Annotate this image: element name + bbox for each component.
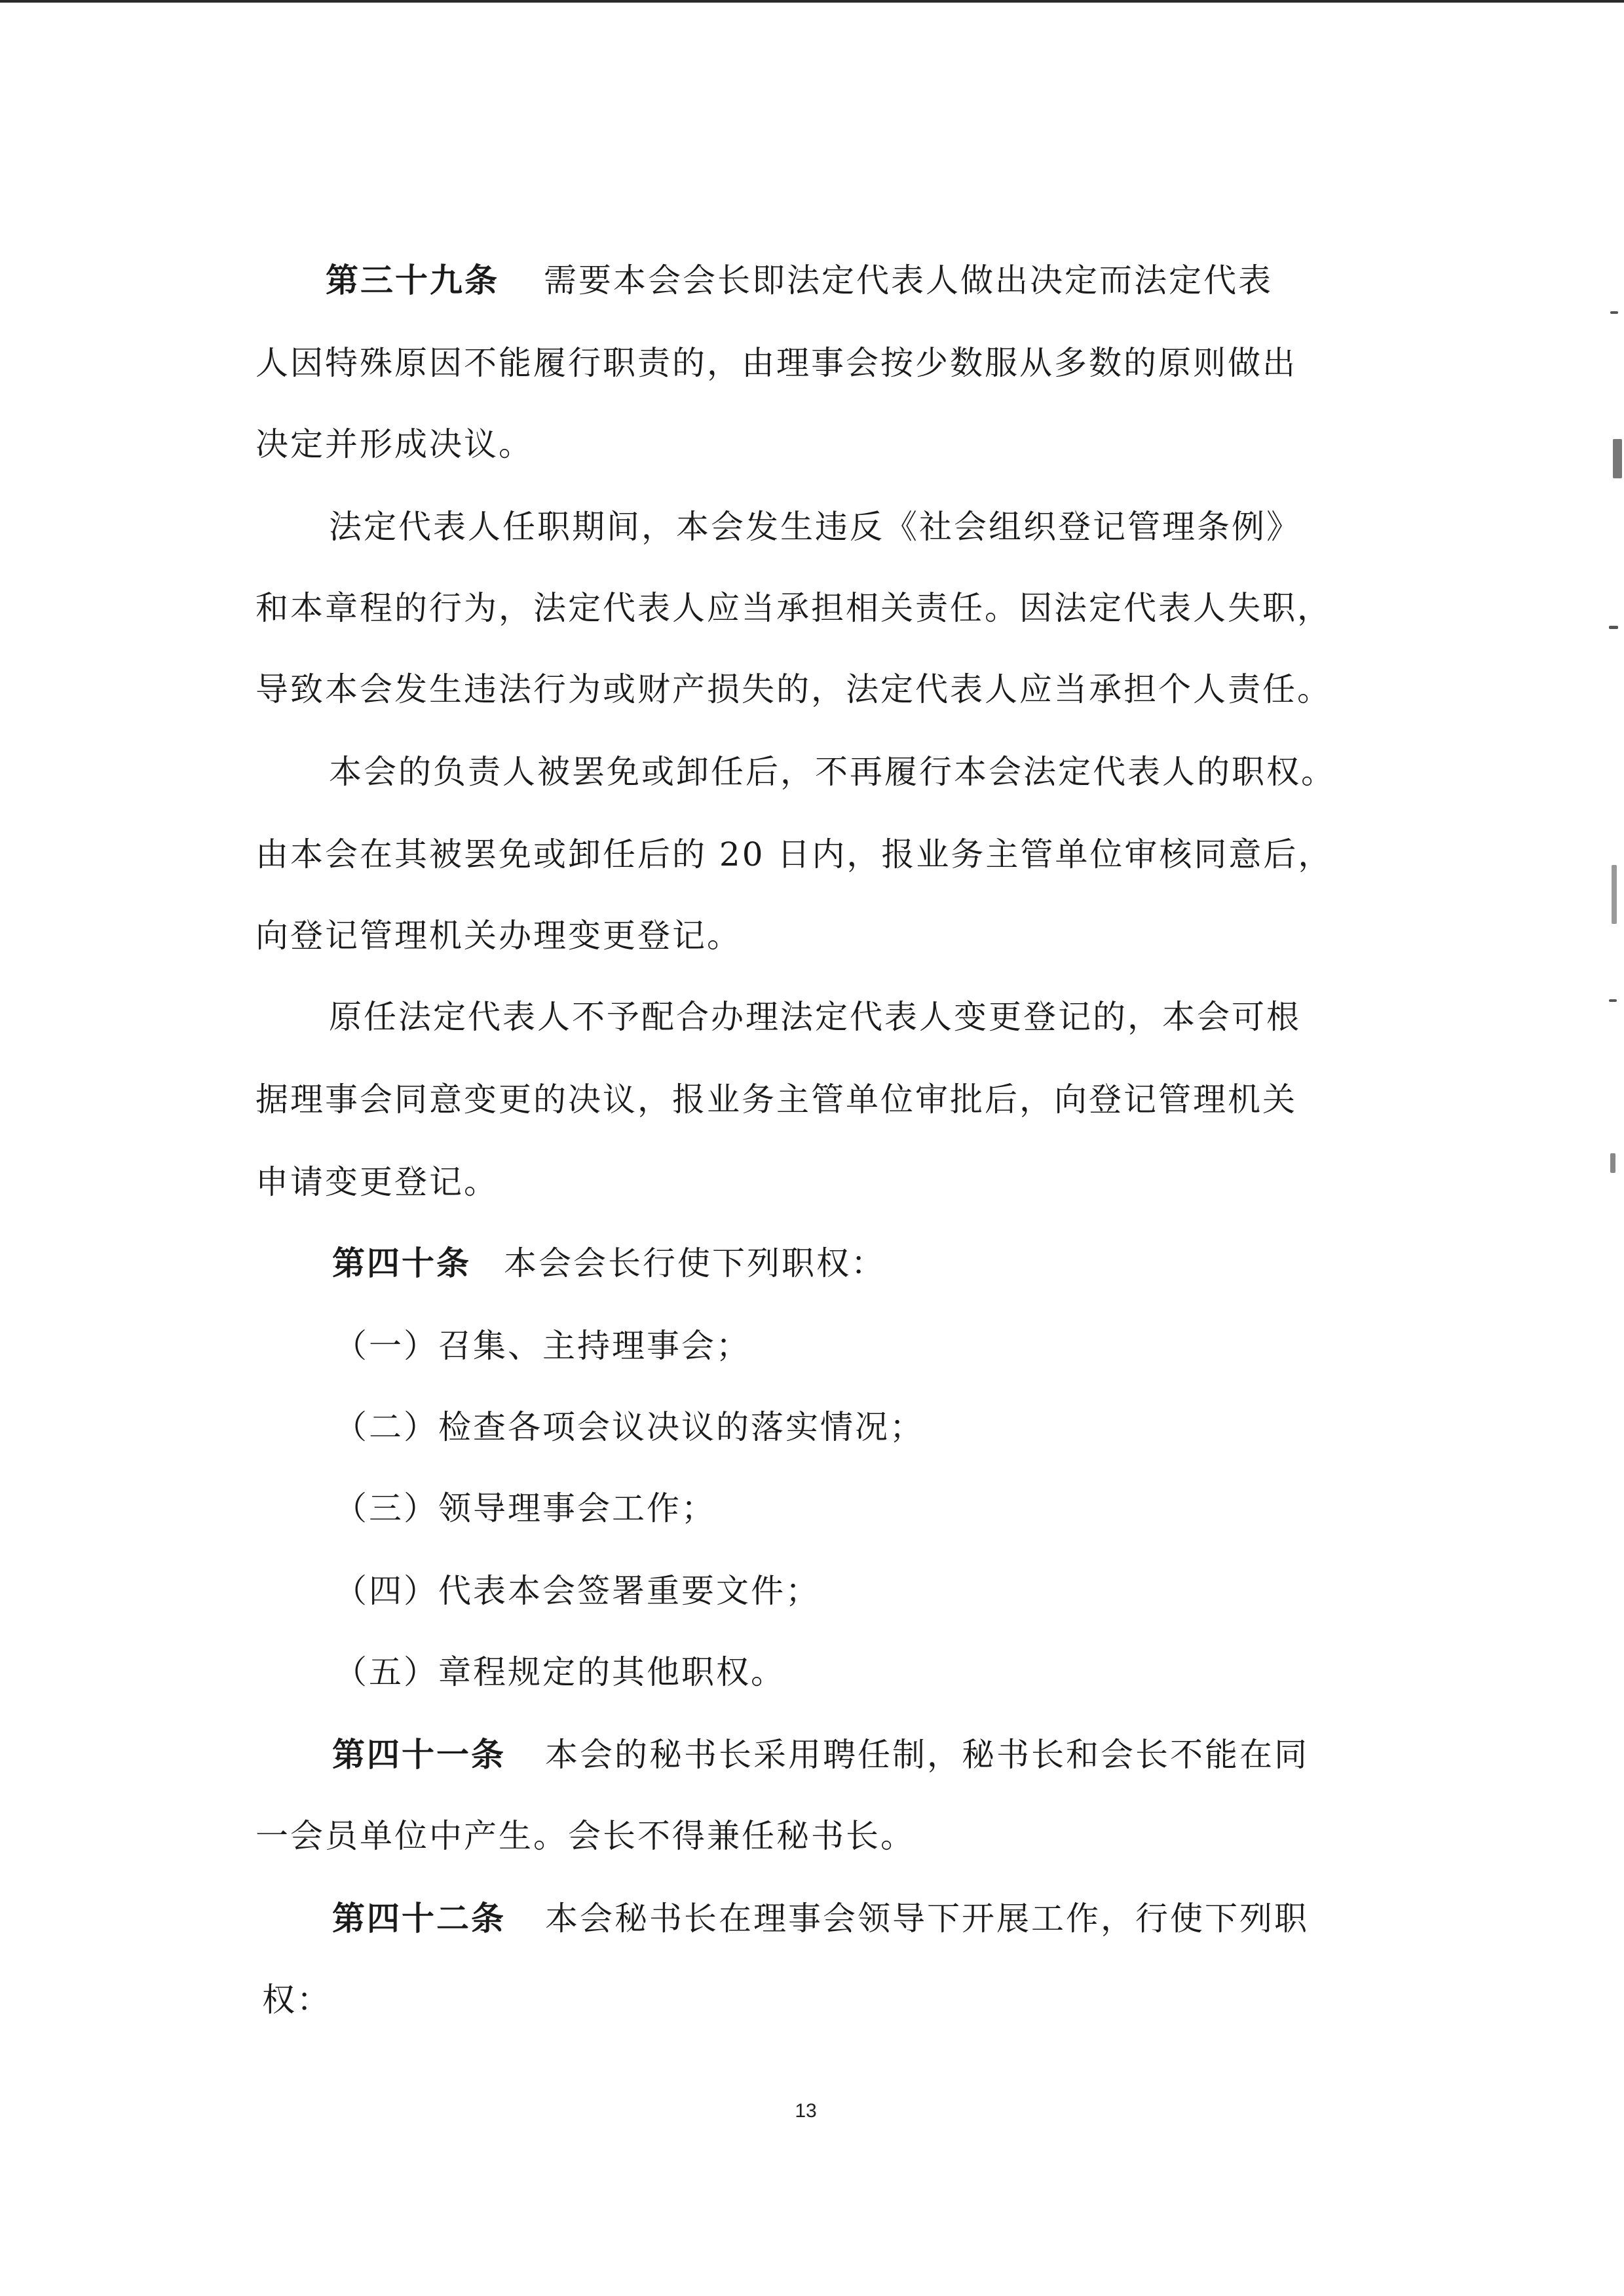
scan-mark xyxy=(1610,311,1618,314)
art40-intro: 本会会长行使下列职权： xyxy=(504,1244,886,1282)
scan-mark xyxy=(1609,626,1618,629)
art39-line3: 决定并形成决议。 xyxy=(255,425,533,463)
art42-line1 xyxy=(332,1898,1309,1940)
scan-top-edge xyxy=(0,0,1624,3)
art39-p4-line3: 申请变更登记。 xyxy=(255,1163,499,1201)
art40-line1 xyxy=(332,1242,886,1284)
art42-heading: 第四十二条 xyxy=(332,1899,506,1938)
art39-text-1: 需要本会会长即法定代表人做出决定而法定代表 xyxy=(544,261,1273,299)
art40-item-2: （二）检查各项会议决议的落实情况； xyxy=(334,1408,924,1446)
art39-p3-line1: 本会的负责人被罢免或卸任后，不再履行本会法定代表人的职权。 xyxy=(329,753,1336,791)
scan-mark xyxy=(1612,865,1617,924)
art39-p3-line3: 向登记管理机关办理变更登记。 xyxy=(255,917,742,955)
art41-heading: 第四十一条 xyxy=(332,1735,506,1774)
art41-line2: 一会员单位中产生。会长不得兼任秘书长。 xyxy=(255,1817,915,1855)
art39-p2-line3: 导致本会发生违法行为或财产损失的，法定代表人应当承担个人责任。 xyxy=(255,670,1332,708)
art39-heading: 第三十九条 xyxy=(326,261,499,299)
art39-p2-line2: 和本章程的行为，法定代表人应当承担相关责任。因法定代表人失职， xyxy=(255,589,1332,627)
art40-item-1: （一）召集、主持理事会； xyxy=(334,1327,751,1365)
art42-line2: 权： xyxy=(262,1981,331,2019)
scan-mark xyxy=(1613,439,1622,478)
page-number: 13 xyxy=(795,2100,817,2122)
art40-item-3: （三）领导理事会工作； xyxy=(334,1489,716,1527)
art39-p3-line2: 由本会在其被罢免或卸任后的 20 日内，报业务主管单位审核同意后， xyxy=(255,835,1333,873)
art40-item-4: （四）代表本会签署重要文件； xyxy=(334,1572,820,1610)
art39-p4-line1: 原任法定代表人不予配合办理法定代表人变更登记的，本会可根 xyxy=(329,998,1301,1036)
art39-line2: 人因特殊原因不能履行职责的，由理事会按少数服从多数的原则做出 xyxy=(255,344,1297,382)
art39-p2-line1: 法定代表人任职期间，本会发生违反《社会组织登记管理条例》 xyxy=(329,508,1301,546)
art41-text-1: 本会的秘书长采用聘任制，秘书长和会长不能在同 xyxy=(545,1736,1309,1774)
art40-item-5: （五）章程规定的其他职权。 xyxy=(334,1653,785,1691)
scan-mark xyxy=(1610,1153,1615,1173)
scan-mark xyxy=(1609,999,1617,1002)
art39-p4-line2: 据理事会同意变更的决议，报业务主管单位审批后，向登记管理机关 xyxy=(255,1081,1297,1119)
art39-line1 xyxy=(326,259,1273,301)
art42-text-1: 本会秘书长在理事会领导下开展工作，行使下列职 xyxy=(545,1900,1309,1938)
art40-heading: 第四十条 xyxy=(332,1244,471,1282)
art41-line1 xyxy=(332,1734,1309,1776)
